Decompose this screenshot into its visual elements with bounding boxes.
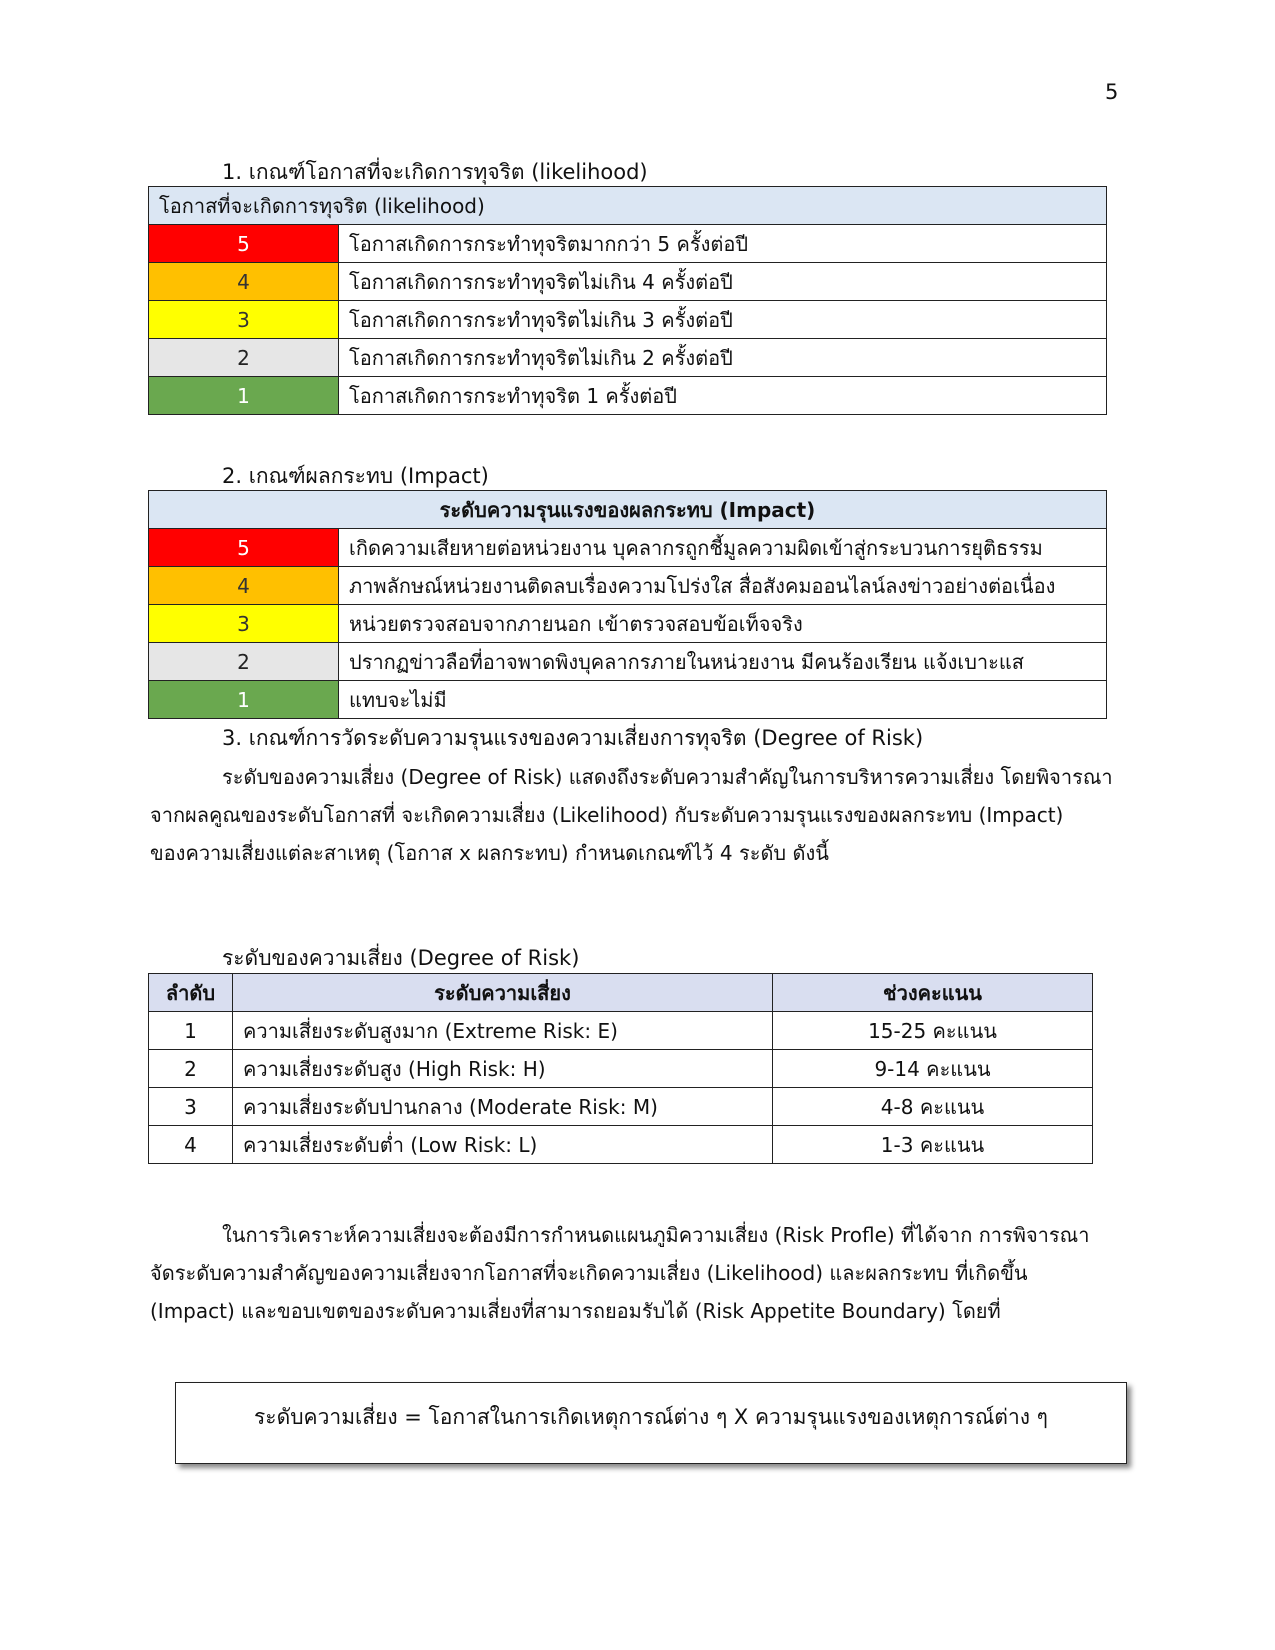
likelihood-description-cell: โอกาสเกิดการกระทำทุจริต 1 ครั้งต่อปี xyxy=(339,377,1107,415)
impact-table xyxy=(148,490,1107,719)
likelihood-description-cell: โอกาสเกิดการกระทำทุจริตไม่เกิน 4 ครั้งต่อปี xyxy=(339,263,1107,301)
risk-table-header-row xyxy=(149,974,1093,1012)
risk-range-cell: 1-3 คะแนน xyxy=(773,1126,1093,1164)
risk-level-cell: ความเสี่ยงระดับปานกลาง (Moderate Risk: M) xyxy=(233,1088,773,1126)
table-row xyxy=(149,681,1107,719)
risk-range-cell: 9-14 คะแนน xyxy=(773,1050,1093,1088)
impact-score-cell: 3 xyxy=(149,605,339,643)
impact-description-cell: หน่วยตรวจสอบจากภายนอก เข้าตรวจสอบข้อเท็จจริง xyxy=(339,605,1107,643)
paragraph-line: (Impact) และขอบเขตของระดับความเสี่ยงที่สามารถยอมรับได้ (Risk Appetite Boundary) โดยที่ xyxy=(150,1299,1001,1323)
table-row xyxy=(149,1050,1093,1088)
likelihood-score-cell: 5 xyxy=(149,225,339,263)
risk-order-cell: 3 xyxy=(149,1088,233,1126)
paragraph-line: จากผลคูณของระดับโอกาสที่ จะเกิดความเสี่ยง (Likelihood) กับระดับความรุนแรงของผลกระทบ (Impact) xyxy=(150,803,1064,827)
risk-table-caption: ระดับของความเสี่ยง (Degree of Risk) xyxy=(222,946,580,970)
column-header-order: ลำดับ xyxy=(149,974,233,1012)
table-row xyxy=(149,529,1107,567)
risk-order-cell: 4 xyxy=(149,1126,233,1164)
paragraph-line: ในการวิเคราะห์ความเสี่ยงจะต้องมีการกำหนดแผนภูมิความเสี่ยง (Risk Profle) ที่ได้จาก การพิจารณา xyxy=(222,1223,1090,1247)
column-header-range: ช่วงคะแนน xyxy=(773,974,1093,1012)
impact-description-cell: แทบจะไม่มี xyxy=(339,681,1107,719)
impact-score-cell: 1 xyxy=(149,681,339,719)
likelihood-table xyxy=(148,186,1107,415)
table-row xyxy=(149,567,1107,605)
risk-level-table xyxy=(148,973,1093,1164)
likelihood-heading: 1. เกณฑ์โอกาสที่จะเกิดการทุจริต (likelihood) xyxy=(222,160,648,184)
risk-range-cell: 15-25 คะแนน xyxy=(773,1012,1093,1050)
risk-range-cell: 4-8 คะแนน xyxy=(773,1088,1093,1126)
table-row xyxy=(149,301,1107,339)
degree-of-risk-paragraph xyxy=(150,758,1130,872)
impact-heading: 2. เกณฑ์ผลกระทบ (Impact) xyxy=(222,464,489,488)
likelihood-header-row xyxy=(149,187,1107,225)
impact-table-header: ระดับความรุนแรงของผลกระทบ (Impact) xyxy=(149,491,1107,529)
table-row xyxy=(149,377,1107,415)
likelihood-score-cell: 4 xyxy=(149,263,339,301)
impact-header-row xyxy=(149,491,1107,529)
formula-box xyxy=(175,1382,1127,1464)
table-row xyxy=(149,605,1107,643)
paragraph-line: ระดับของความเสี่ยง (Degree of Risk) แสดงถึงระดับความสำคัญในการบริหารความเสี่ยง โดยพิจารณา xyxy=(222,765,1113,789)
analysis-paragraph xyxy=(150,1216,1130,1330)
impact-description-cell: ภาพลักษณ์หน่วยงานติดลบเรื่องความโปร่งใส สื่อสังคมออนไลน์ลงข่าวอย่างต่อเนื่อง xyxy=(339,567,1107,605)
impact-description-cell: ปรากฏข่าวลือที่อาจพาดพิงบุคลากรภายในหน่วยงาน มีคนร้องเรียน แจ้งเบาะแส xyxy=(339,643,1107,681)
table-row xyxy=(149,225,1107,263)
likelihood-description-cell: โอกาสเกิดการกระทำทุจริตไม่เกิน 2 ครั้งต่อปี xyxy=(339,339,1107,377)
risk-order-cell: 2 xyxy=(149,1050,233,1088)
risk-level-cell: ความเสี่ยงระดับสูงมาก (Extreme Risk: E) xyxy=(233,1012,773,1050)
likelihood-score-cell: 3 xyxy=(149,301,339,339)
likelihood-table-header: โอกาสที่จะเกิดการทุจริต (likelihood) xyxy=(149,187,1107,225)
table-row xyxy=(149,1012,1093,1050)
risk-level-cell: ความเสี่ยงระดับต่ำ (Low Risk: L) xyxy=(233,1126,773,1164)
table-row xyxy=(149,339,1107,377)
table-row xyxy=(149,643,1107,681)
column-header-level: ระดับความเสี่ยง xyxy=(233,974,773,1012)
likelihood-score-cell: 1 xyxy=(149,377,339,415)
table-row xyxy=(149,1126,1093,1164)
likelihood-description-cell: โอกาสเกิดการกระทำทุจริตไม่เกิน 3 ครั้งต่อปี xyxy=(339,301,1107,339)
degree-of-risk-heading: 3. เกณฑ์การวัดระดับความรุนแรงของความเสี่ยงการทุจริต (Degree of Risk) xyxy=(222,726,924,750)
likelihood-description-cell: โอกาสเกิดการกระทำทุจริตมากกว่า 5 ครั้งต่อปี xyxy=(339,225,1107,263)
page-number: 5 xyxy=(1105,80,1119,104)
likelihood-score-cell: 2 xyxy=(149,339,339,377)
table-row xyxy=(149,1088,1093,1126)
impact-score-cell: 4 xyxy=(149,567,339,605)
risk-formula: ระดับความเสี่ยง = โอกาสในการเกิดเหตุการณ์ต่าง ๆ X ความรุนแรงของเหตุการณ์ต่าง ๆ xyxy=(254,1405,1048,1429)
impact-score-cell: 2 xyxy=(149,643,339,681)
impact-score-cell: 5 xyxy=(149,529,339,567)
paragraph-line: จัดระดับความสำคัญของความเสี่ยงจากโอกาสที่จะเกิดความเสี่ยง (Likelihood) และผลกระทบ ที่เกิดขึ้น xyxy=(150,1261,1028,1285)
impact-description-cell: เกิดความเสียหายต่อหน่วยงาน บุคลากรถูกชี้มูลความผิดเข้าสู่กระบวนการยุติธรรม xyxy=(339,529,1107,567)
risk-level-cell: ความเสี่ยงระดับสูง (High Risk: H) xyxy=(233,1050,773,1088)
paragraph-line: ของความเสี่ยงแต่ละสาเหตุ (โอกาส x ผลกระทบ) กำหนดเกณฑ์ไว้ 4 ระดับ ดังนี้ xyxy=(150,841,829,865)
risk-order-cell: 1 xyxy=(149,1012,233,1050)
table-row xyxy=(149,263,1107,301)
